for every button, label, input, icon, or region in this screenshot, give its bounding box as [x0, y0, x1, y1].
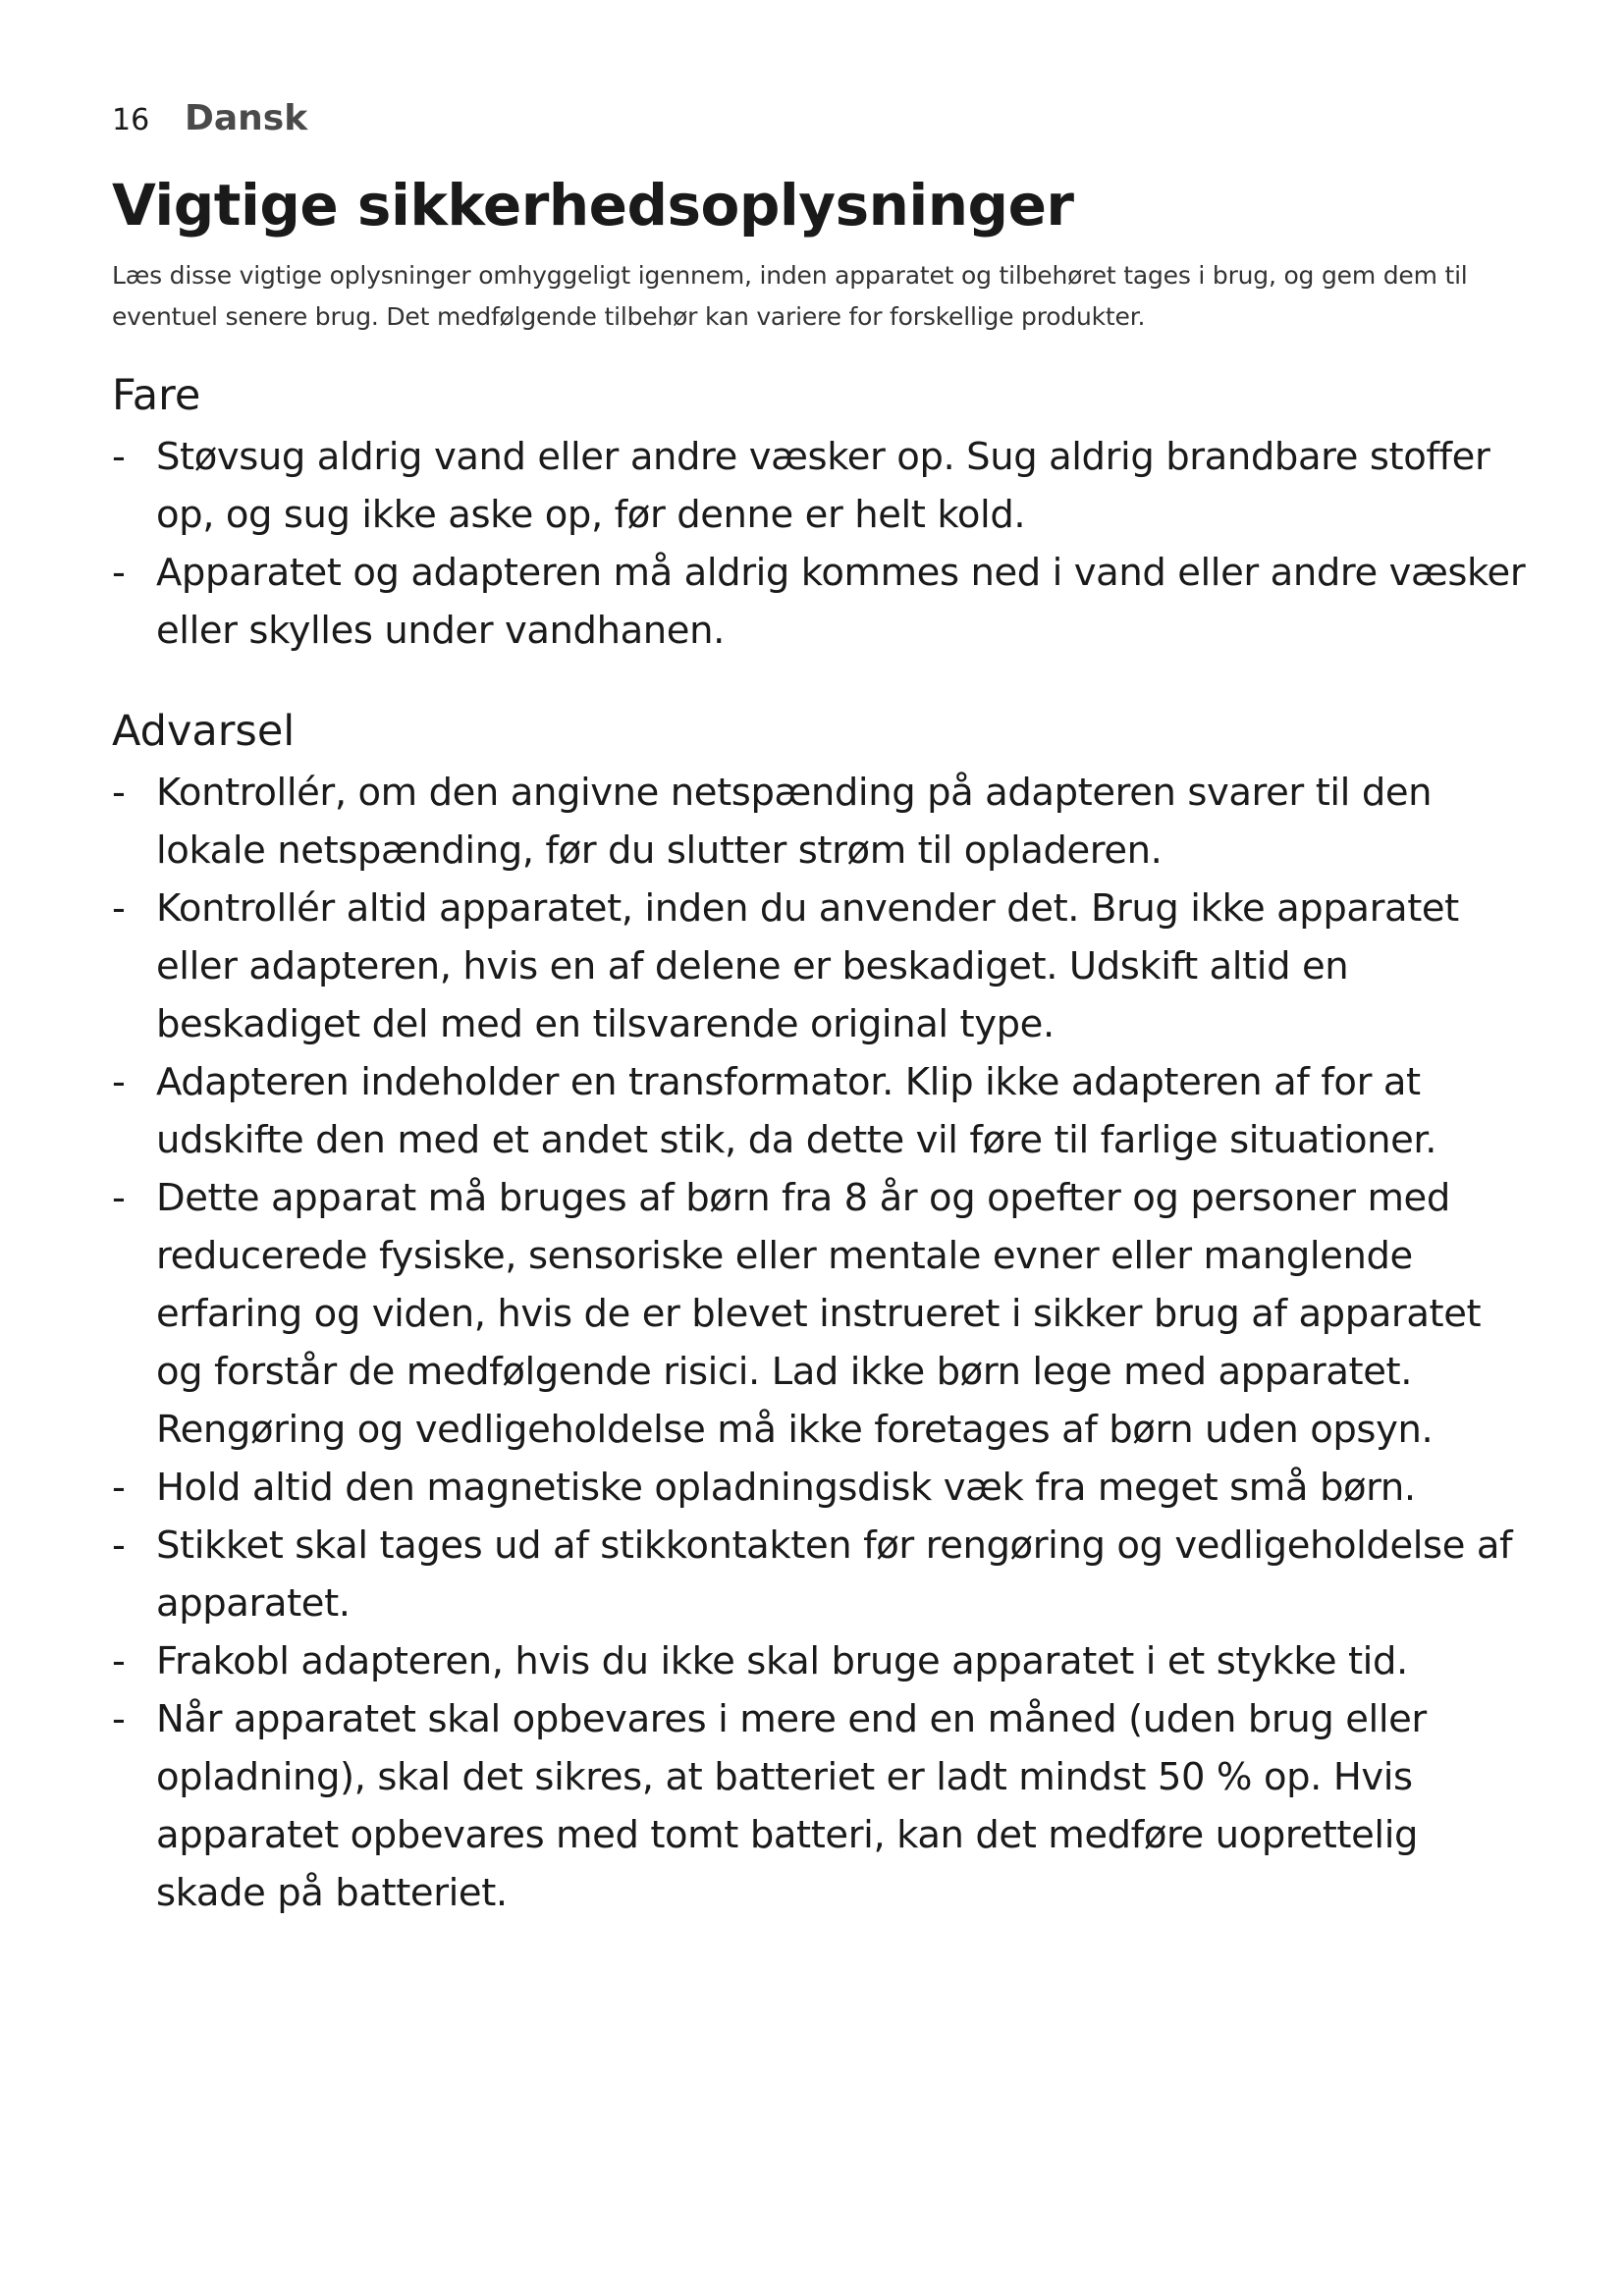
dash-bullet: -	[112, 1059, 126, 1104]
page-number: 16	[112, 103, 150, 137]
dash-bullet: -	[112, 1638, 126, 1683]
page-language: Dansk	[185, 98, 308, 138]
advarsel-list	[112, 764, 1526, 1922]
list-item	[112, 428, 1526, 544]
list-item-text: Stikket skal tages ud af stikkontakten før rengøring og vedligeholdelse af apparatet.	[156, 1522, 1513, 1626]
list-item	[112, 1169, 1526, 1459]
list-item	[112, 544, 1526, 660]
section-advarsel	[112, 703, 1526, 1922]
list-item	[112, 1632, 1526, 1690]
list-item-text: Dette apparat må bruges af børn fra 8 år og opefter og personer med reducerede fysiske, sensoriske eller mentale evner eller manglende erfaring og viden, hvis de er blevet instrueret i sikker brug af apparatet og forstår de medfølgende risici. Lad ikke børn lege med apparatet. Rengøring og vedligeholdelse må ikke foretages af børn uden opsyn.	[156, 1175, 1482, 1452]
list-item	[112, 1690, 1526, 1922]
list-item	[112, 764, 1526, 880]
dash-bullet: -	[112, 550, 126, 595]
list-item-text: Kontrollér altid apparatet, inden du anvender det. Brug ikke apparatet eller adapteren, hvis en af delene er beskadiget. Udskift altid en beskadiget del med en tilsvarende original type.	[156, 885, 1459, 1046]
dash-bullet: -	[112, 1696, 126, 1741]
list-item-text: Adapteren indeholder en transformator. Klip ikke adapteren af for at udskifte den med et andet stik, da dette vil føre til farlige situationer.	[156, 1059, 1437, 1162]
dash-bullet: -	[112, 434, 126, 479]
intro-paragraph: Læs disse vigtige oplysninger omhyggeligt igennem, inden apparatet og tilbehøret tages i brug, og gem dem til eventuel senere brug. Det medfølgende tilbehør kan variere for forskellige produkter.	[112, 260, 1468, 331]
list-item	[112, 1053, 1526, 1169]
list-item-text: Apparatet og adapteren må aldrig kommes ned i vand eller andre væsker eller skylles under vandhanen.	[156, 550, 1526, 653]
fare-list	[112, 428, 1526, 660]
list-item-text: Hold altid den magnetiske opladningsdisk væk fra meget små børn.	[156, 1465, 1416, 1510]
section-fare	[112, 367, 1526, 660]
dash-bullet: -	[112, 885, 126, 931]
section-heading-advarsel: Advarsel	[112, 706, 296, 756]
page-title: Vigtige sikkerhedsoplysninger	[112, 172, 1074, 239]
dash-bullet: -	[112, 770, 126, 815]
page-header	[112, 98, 1526, 153]
list-item	[112, 1459, 1526, 1517]
list-item-text: Støvsug aldrig vand eller andre væsker op. Sug aldrig brandbare stoffer op, og sug ikke aske op, før denne er helt kold.	[156, 434, 1490, 537]
section-heading-fare: Fare	[112, 370, 201, 420]
manual-page	[112, 98, 1526, 1922]
list-item-text: Kontrollér, om den angivne netspænding på adapteren svarer til den lokale netspænding, før du slutter strøm til opladeren.	[156, 770, 1433, 873]
dash-bullet: -	[112, 1175, 126, 1220]
dash-bullet: -	[112, 1522, 126, 1568]
list-item-text: Frakobl adapteren, hvis du ikke skal bruge apparatet i et stykke tid.	[156, 1638, 1408, 1683]
dash-bullet: -	[112, 1465, 126, 1510]
list-item-text: Når apparatet skal opbevares i mere end en måned (uden brug eller opladning), skal det sikres, at batteriet er ladt mindst 50 % op. Hvis apparatet opbevares med tomt batteri, kan det medføre uoprettelig skade på batteriet.	[156, 1696, 1427, 1915]
list-item	[112, 880, 1526, 1053]
list-item	[112, 1517, 1526, 1632]
